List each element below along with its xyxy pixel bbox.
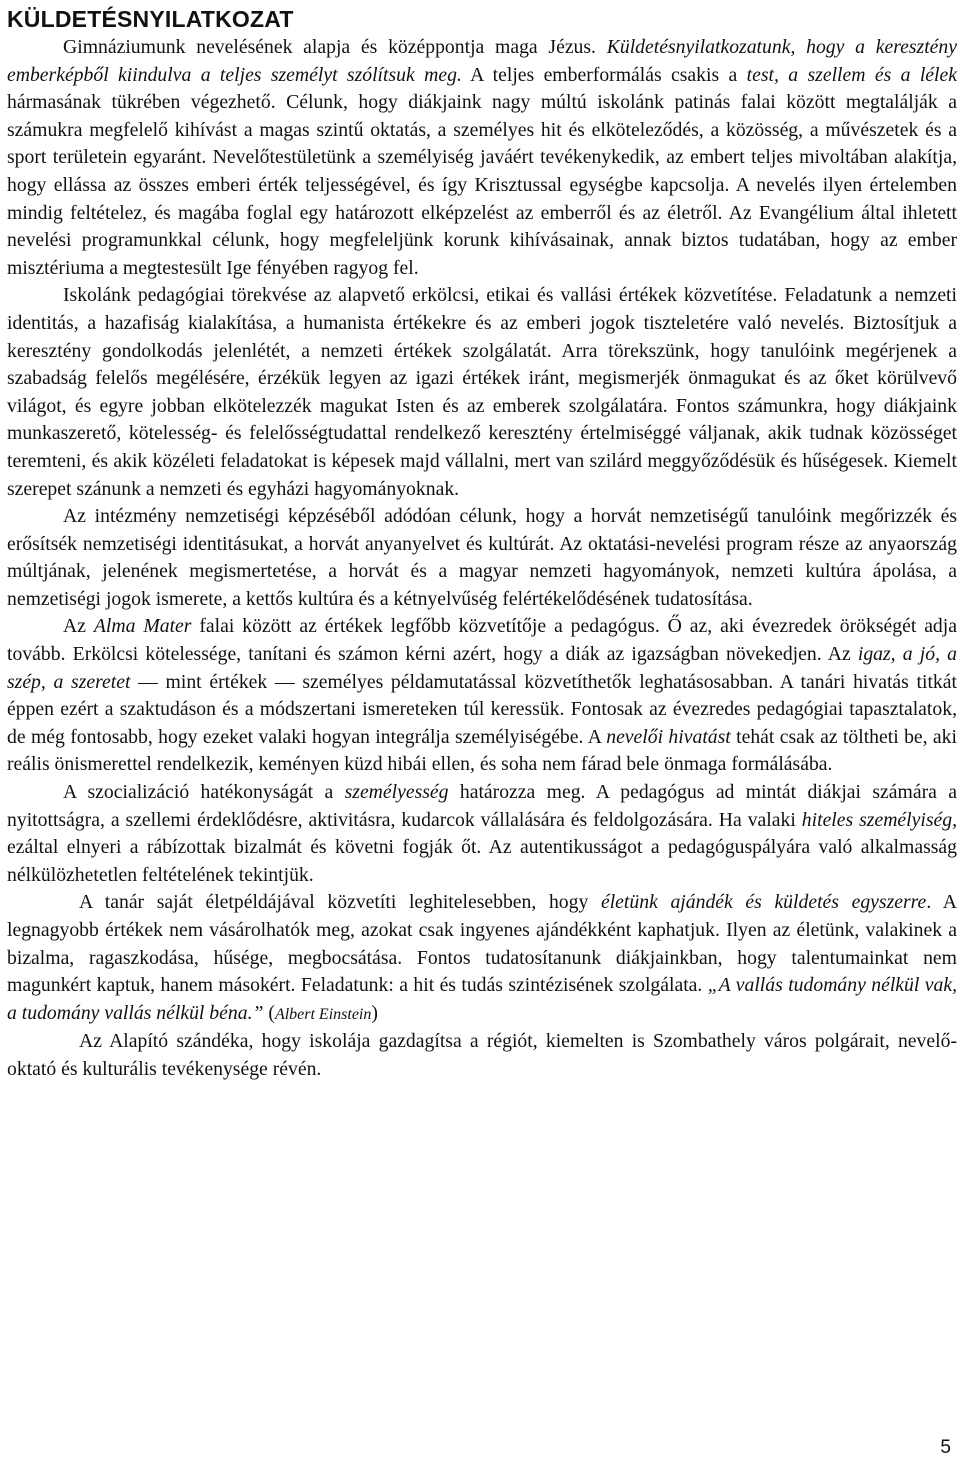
text-run: Gimnáziumunk nevelésének alapja és középpontja maga Jézus. <box>63 36 607 58</box>
paragraph-mission-intro <box>7 34 957 282</box>
italic-text: nevelői hivatást <box>606 725 731 748</box>
text-run: Az intézmény nemzetiségi képzéséből adódóan célunk, hogy a horvát nemzetiségű tanulóink megőrizzék és erősítsék nemzetiségi identitásukat, a horvát anyanyelvet és kultúrát. Az oktatási-nevelési program része az anyaország múltjának, jelenének megismertetése, a horvát és a magyar nemzeti hagyományok, nemzeti kultúra ápolása, a nemzetiségi jogok ismerete, a kettős kultúra és a kétnyelvűség felértékelődésének tudatosítása. <box>7 505 957 610</box>
text-run: tehát csak az töltheti be, aki reális önismerettel rendelkezik, keményen küzd hibái ellen, és soha nem fárad bele önmaga formálásába. <box>7 725 957 776</box>
italic-text: Alma Mater <box>93 615 192 638</box>
document-page <box>7 0 957 1084</box>
paragraph-socialization <box>7 779 957 889</box>
text-run: A szocializáció hatékonyságát a <box>63 781 345 804</box>
text-run: — mint értékek — személyes példamutatással közvetíthetők leghatásosabban. A tanári hivatás titkát éppen ezért a szaktudáson és a módszertani ismereteken túl keressük. Fontosak az évezredes pedagógiai tapasztalatok, de még fontosabb, hogy ezeket valaki hogyan integrálja személyiségébe. A <box>7 670 957 748</box>
text-run: A teljes emberformálás csakis a <box>461 63 747 86</box>
italic-text: személyesség <box>344 781 449 804</box>
paragraph-life-gift <box>7 889 957 1028</box>
page-number: 5 <box>940 1437 951 1458</box>
text-run: hármasának tükrében végezhető. Célunk, hogy diákjaink nagy múltú iskolánk patinás falai között megtalálják a számukra megfelelő kihívást a magas szintű oktatás, a személyes hit és elköteleződés, a közösség, a művészetek és a sport területein egyaránt. Nevelőtestületünk a személyiség javáért tevékenykedik, az embert teljes mivoltában alakítja, hogy ellássa az összes emberi érték teljességével, és így Krisztussal egységbe kapcsolja. A nevelés ilyen értelemben mindig feltételez, és magába foglal egy határozott elképzelést az emberről és az életről. Az Evangélium által ihletett nevelési programunkkal célunk, hogy megfeleljünk korunk kihívásainak, annak biztos tudatában, hogy az ember misztériuma a megtestesült Ige fényében ragyog fel. <box>7 91 957 279</box>
text-run: ) <box>371 1001 378 1024</box>
text-run: ( <box>263 1001 275 1024</box>
italic-text: hiteles személyiség, <box>801 808 957 831</box>
einstein-quote: „A vallás tudomány nélkül vak, a tudomány vallás nélkül béna.” <box>7 974 957 1024</box>
text-run: határozza meg. A pedagógus ad mintát diákjai számára a nyitottságra, a szellemi érdeklődésre, aktivitásra, kudarcok vállalására és feldolgozására. Ha valaki <box>7 781 957 831</box>
text-run: Iskolánk pedagógiai törekvése az alapvető erkölcsi, etikai és vallási értékek közvetítése. Feladatunk a nemzeti identitás, a hazafiság kialakítása, a humanista értékekre és az emberi jogok tiszteletére való nevelés. Biztosítjuk a keresztény gondolkodás jelenlétét, a nemzeti értékek szolgálatát. Arra törekszünk, hogy tanulóink megérjenek a szabadság felelős megélésére, érzékük legyen az igazi értékek iránt, megismerjék önmagukat és az őket körülvevő világot, és egyre jobban elkötelezzék magukat Isten és az emberek szolgálatára. Fontos számunkra, hogy diákjaink munkaszerető, kötelesség- és felelősségtudattal rendelkező keresztény értelmiséggé váljanak, akik tudnak közösséget teremteni, és akik közéleti feladatokat is képesek majd vállalni, mert van szilárd meggyőződésük és hűségesek. Kiemelt szerepet szánunk a nemzeti és egyházi hagyományoknak. <box>7 284 957 500</box>
italic-text: életünk ajándék és küldetés egyszerre <box>600 891 927 914</box>
paragraph-teacher <box>7 613 957 779</box>
text-run: . A legnagyobb értékek nem vásárolhatók meg, azokat csak ingyenes ajándékként kaphatjuk. Ilyen az életünk, valakinek a bizalma, ragaszkodása, hűsége, megbocsátása. Fontos tudatosítanunk diákjainkban, hogy talentumainkat nem magunkért kaptuk, hanem másokért. Feladatunk: a hit és tudás szintézisének szolgálata. <box>7 891 958 997</box>
italic-text: test, a szellem és a lélek <box>746 63 957 86</box>
italic-text: Küldetésnyilatkozatunk, hogy a keresztény emberképből kiindulva a teljes személyt szólítsuk meg. <box>7 36 957 86</box>
italic-text: igaz, a jó, a szép, a szeretet <box>7 643 957 693</box>
paragraph-nationality <box>7 503 957 613</box>
paragraph-founder <box>7 1028 957 1083</box>
quote-author: Albert Einstein <box>274 1005 372 1023</box>
text-run: ezáltal elnyeri a rábízottak bizalmát és követni fogják őt. Az autentikusságot a pedagóguspályára való alkalmasság nélkülözhetetlen feltételének tekintjük. <box>7 836 957 886</box>
text-run: Az <box>63 615 94 638</box>
document-title: KÜLDETÉSNYILATKOZAT <box>7 6 294 32</box>
text-run: Az Alapító szándéka, hogy iskolája gazdagítsa a régiót, kiemelten is Szombathely város polgárait, nevelő-oktató és kulturális tevékenysége révén. <box>7 1030 957 1080</box>
text-run: A tanár saját életpéldájával közvetíti leghitelesebben, hogy <box>79 891 601 914</box>
paragraph-values <box>7 282 957 503</box>
text-run: falai között az értékek legfőbb közvetítője a pedagógus. Ő az, aki évezredek örökségét adja tovább. Erkölcsi kötelessége, tanítani és számon kérni azért, hogy a diák az igazságban növekedjen. Az <box>7 615 957 666</box>
